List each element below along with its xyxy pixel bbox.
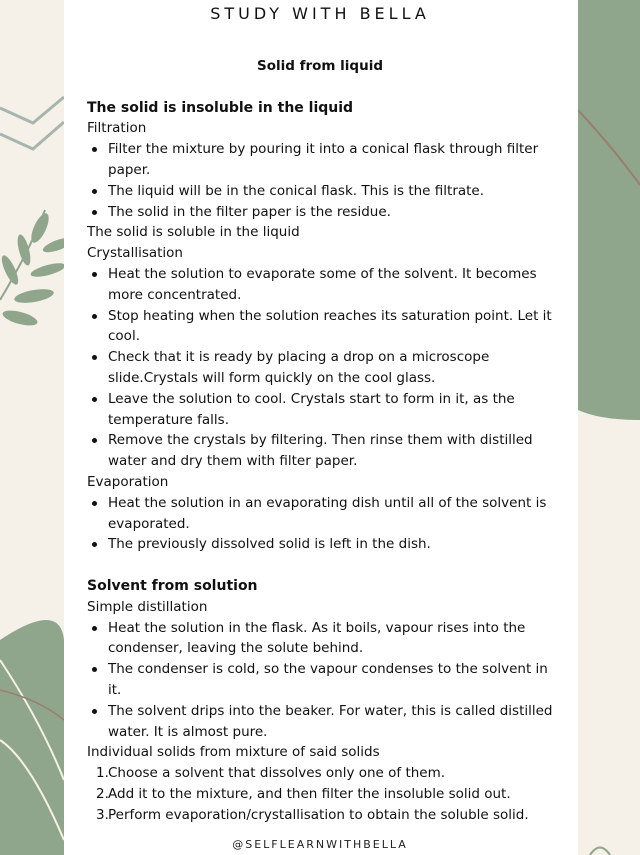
right-circle-decoration	[578, 0, 640, 420]
distillation-list	[87, 618, 557, 743]
numbered-item	[87, 784, 557, 805]
list-item: Heat the solution in an evaporating dish until all of the solvent is evaporated.	[87, 493, 557, 535]
step-text: Perform evaporation/crystallisation to obtain the soluble solid.	[108, 806, 529, 823]
step-text: Add it to the mixture, and then filter the insoluble solid out.	[108, 785, 511, 802]
list-item: Leave the solution to cool. Crystals start to form in it, as the temperature falls.	[87, 389, 557, 431]
footer-handle: @SELFLEARNWITHBELLA	[232, 838, 408, 851]
evaporation-list	[87, 493, 557, 555]
crystallisation-list	[87, 264, 557, 472]
section-heading-solvent: Solvent from solution	[87, 577, 258, 594]
brand-header: STUDY WITH BELLA	[210, 4, 430, 23]
list-item: The solvent drips into the beaker. For water, this is called distilled water. It is almost pure.	[87, 701, 557, 743]
list-item: Heat the solution to evaporate some of the solvent. It becomes more concentrated.	[87, 264, 557, 306]
step-text: Choose a solvent that dissolves only one of them.	[108, 765, 446, 782]
page-title: Solid from liquid	[256, 58, 383, 74]
step-number: 3.	[96, 806, 109, 823]
list-item: The condenser is cold, so the vapour condenses to the solvent in it.	[87, 659, 557, 701]
step-number: 2.	[96, 785, 109, 802]
list-item: Check that it is ready by placing a drop on a microscope slide.Crystals will form quickly on the cool glass.	[87, 347, 557, 389]
list-item: Filter the mixture by pouring it into a conical flask through filter paper.	[87, 139, 557, 181]
subheading-distillation: Simple distillation	[87, 598, 208, 615]
mixture-steps-list	[87, 763, 557, 825]
subheading-mixture: Individual solids from mixture of said solids	[87, 744, 380, 761]
subheading-evaporation: Evaporation	[87, 473, 169, 490]
chevron-decoration	[0, 97, 64, 149]
numbered-item	[87, 805, 557, 826]
list-item: Heat the solution in the flask. As it boils, vapour rises into the condenser, leaving the solute behind.	[87, 618, 557, 660]
list-item: Stop heating when the solution reaches its saturation point. Let it cool.	[87, 306, 557, 348]
section-heading-insoluble: The solid is insoluble in the liquid	[87, 99, 354, 116]
list-item: Remove the crystals by filtering. Then rinse them with distilled water and dry them with filter paper.	[87, 430, 557, 472]
list-item: The liquid will be in the conical flask. This is the filtrate.	[87, 181, 557, 202]
notes-content	[87, 56, 557, 825]
large-leaf-decoration	[0, 620, 64, 855]
section-spacer	[87, 555, 557, 576]
step-number: 1.	[96, 765, 109, 782]
filtration-list	[87, 139, 557, 222]
subheading-soluble: The solid is soluble in the liquid	[87, 224, 300, 241]
subheading-crystallisation: Crystallisation	[87, 245, 183, 262]
list-item: The solid in the filter paper is the residue.	[87, 202, 557, 223]
subheading-filtration: Filtration	[87, 120, 147, 137]
list-item: The previously dissolved solid is left in the dish.	[87, 534, 557, 555]
numbered-item	[87, 763, 557, 784]
